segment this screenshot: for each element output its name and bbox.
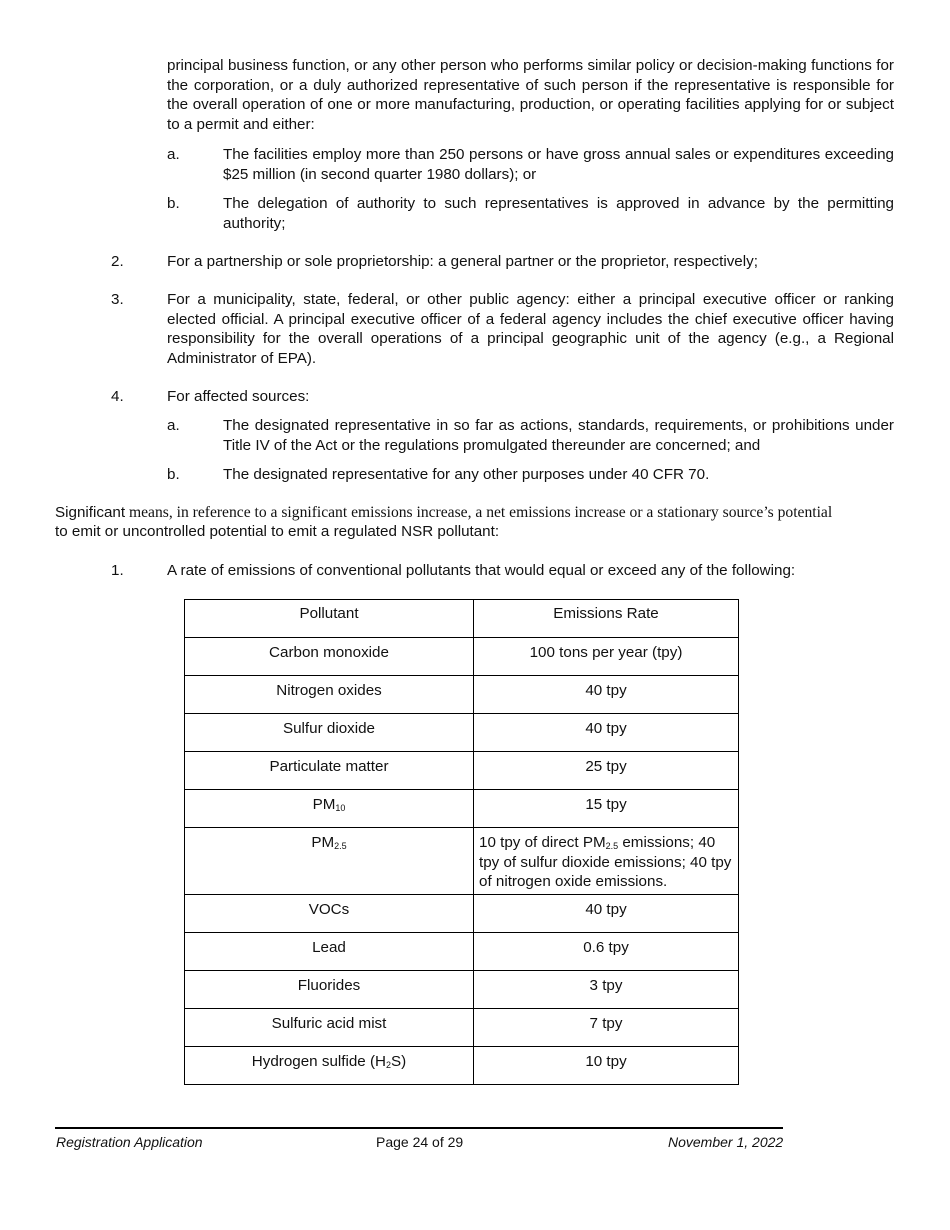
footer-divider: [55, 1127, 783, 1129]
list-item-text: For a partnership or sole proprietorship: a general partner or the proprietor, respectively;: [167, 253, 758, 270]
pollutant-cell: Fluorides: [185, 971, 474, 1009]
footer-date: November 1, 2022: [668, 1134, 784, 1150]
rate-cell: 0.6 tpy: [474, 933, 739, 971]
pollutant-cell: Carbon monoxide: [185, 638, 474, 676]
table-row: [185, 676, 739, 714]
list-item-marker: 1.: [111, 562, 124, 579]
rate-cell: [474, 828, 739, 895]
table-row: [185, 933, 739, 971]
definition-body: means, in reference to a significant emissions increase, a net emissions increase or a stationary source’s potential: [125, 504, 833, 521]
sub-item-text: The designated representative for any other purposes under 40 CFR 70.: [223, 466, 710, 483]
table-row: [185, 971, 739, 1009]
definition-line-2: to emit or uncontrolled potential to emit a regulated NSR pollutant:: [55, 523, 500, 540]
pollutant-cell: [185, 790, 474, 828]
pollutant-cell: VOCs: [185, 895, 474, 933]
sub-item-text: The facilities employ more than 250 persons or have gross annual sales or expenditures exceeding $25 million (in second quarter 1980 dollars); or: [223, 146, 894, 183]
sub-item-marker: a.: [167, 417, 180, 434]
sub-item-text: The designated representative in so far as actions, standards, requirements, or prohibitions under Title IV of the Act or the regulations promulgated thereunder are concerned; and: [223, 417, 894, 454]
table-row: [185, 714, 739, 752]
rate-cell: 40 tpy: [474, 714, 739, 752]
rate-cell: 15 tpy: [474, 790, 739, 828]
rate-cell: 3 tpy: [474, 971, 739, 1009]
pm25-rate-subscript: 2.5: [605, 841, 619, 851]
table-row: [185, 828, 739, 895]
table-row: [185, 1009, 739, 1047]
pollutant-cell: Lead: [185, 933, 474, 971]
footer-document-title: Registration Application: [56, 1134, 203, 1150]
table-row: [185, 752, 739, 790]
emissions-table: [184, 599, 739, 1085]
h2s-label-tail: S): [391, 1053, 407, 1070]
pm25-subscript: 2.5: [334, 841, 347, 851]
list-item-marker: 3.: [111, 291, 124, 308]
table-row: [185, 790, 739, 828]
list-item-marker: 4.: [111, 388, 124, 405]
table-row: [185, 638, 739, 676]
list-item-text: A rate of emissions of conventional pollutants that would equal or exceed any of the following:: [167, 562, 796, 579]
rate-cell: 10 tpy: [474, 1047, 739, 1085]
h2s-subscript: 2: [386, 1060, 392, 1070]
pollutant-cell: Nitrogen oxides: [185, 676, 474, 714]
definition-term: Significant: [55, 504, 126, 521]
rate-cell: 7 tpy: [474, 1009, 739, 1047]
sub-item-text: The delegation of authority to such representatives is approved in advance by the permitting authority;: [223, 195, 894, 232]
pollutant-cell: [185, 828, 474, 895]
pm10-subscript: 10: [335, 803, 346, 813]
table-row: [185, 895, 739, 933]
pollutant-cell: Sulfuric acid mist: [185, 1009, 474, 1047]
pm25-label: PM: [311, 834, 335, 851]
pollutant-cell: Sulfur dioxide: [185, 714, 474, 752]
rate-cell: 40 tpy: [474, 895, 739, 933]
column-header-pollutant: Pollutant: [185, 600, 474, 638]
sub-item-marker: b.: [167, 195, 180, 212]
rate-cell: 100 tons per year (tpy): [474, 638, 739, 676]
sub-item-marker: a.: [167, 146, 180, 163]
pm25-rate-part-b: emissions; 40 tpy of sulfur dioxide emissions; 40 tpy of nitrogen oxide emissions.: [479, 834, 732, 890]
sub-item-marker: b.: [167, 466, 180, 483]
pm25-rate-part-a: 10 tpy of direct PM: [479, 834, 606, 851]
table-header-row: [185, 600, 739, 638]
list-item-text: For affected sources:: [167, 388, 310, 405]
pm10-label: PM: [312, 796, 336, 813]
intro-paragraph: principal business function, or any other person who performs similar policy or decision-making functions for the corporation, or a duly authorized representative of such person if the representative is responsible for the overall operation of one or more manufacturing, production, or operating facilities applying for or subject to a permit and either:: [167, 57, 894, 133]
pollutant-cell: Particulate matter: [185, 752, 474, 790]
table-row: [185, 1047, 739, 1085]
h2s-label: Hydrogen sulfide (H: [251, 1053, 386, 1070]
rate-cell: 40 tpy: [474, 676, 739, 714]
list-item-text: For a municipality, state, federal, or other public agency: either a principal executive officer or ranking elected official. A principal executive officer of a federal agency includes the chief executive officer having responsibility for the overall operations of a principal geographic unit of the agency (e.g., a Regional Administrator of EPA).: [167, 291, 894, 367]
footer-page-number: Page 24 of 29: [376, 1134, 464, 1150]
pollutant-cell: [185, 1047, 474, 1085]
list-item-marker: 2.: [111, 253, 124, 270]
definition-line-1: [55, 503, 894, 523]
column-header-emissions-rate: Emissions Rate: [474, 600, 739, 638]
rate-cell: 25 tpy: [474, 752, 739, 790]
